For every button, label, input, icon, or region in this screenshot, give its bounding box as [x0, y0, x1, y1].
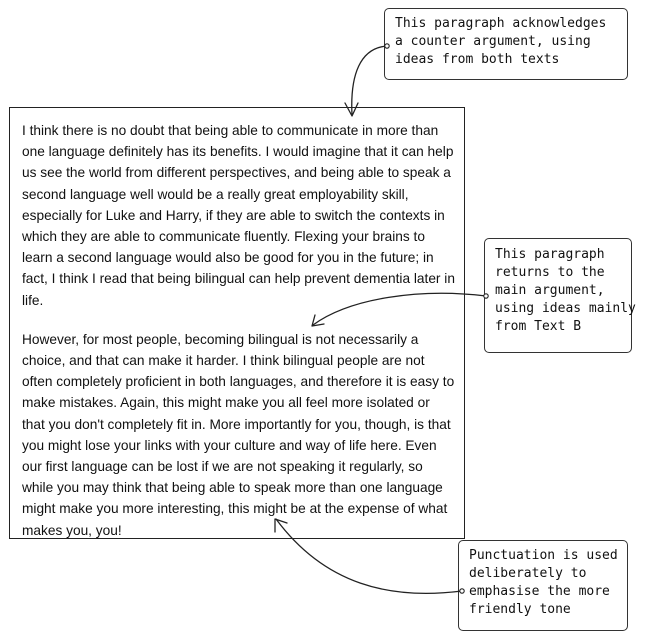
essay-text-box — [9, 107, 465, 539]
connector-counter-argument — [352, 46, 387, 115]
annotation-punctuation: Punctuation is used deliberately to emphasise the more friendly tone — [458, 540, 628, 631]
essay-paragraph-1: I think there is no doubt that being able to communicate in more than one language definitely has its benefits. I would imagine that it can help us see the world from different perspectives, and being able to speak a second language well would be a really great employability skill, especially for Luke and Harry, if they are able to switch the contexts in which they are able to communicate fluently. Flexing your brains to learn a second language would also be good for you in the future; in fact, I think I read that being bilingual can help prevent dementia later in life. — [22, 123, 455, 308]
annotation-main-argument: This paragraph returns to the main argument, using ideas mainly from Text B — [484, 238, 632, 353]
annotation-counter-argument: This paragraph acknowledges a counter argument, using ideas from both texts — [384, 8, 628, 80]
essay-paragraph-2: However, for most people, becoming bilingual is not necessarily a choice, and that can make it harder. I think bilingual people are not often completely proficient in both languages, and therefore it is easy to make mistakes. Again, this might make you all feel more isolated or that you don't completely fit in. More importantly for you, though, is that you might lose your links with your culture and way of life here. Even our first language can be lost if we are not speaking it regularly, so while you may think that being able to speak more than one language might make you more interesting, this might be at the expense of what makes you, you! — [22, 331, 455, 538]
